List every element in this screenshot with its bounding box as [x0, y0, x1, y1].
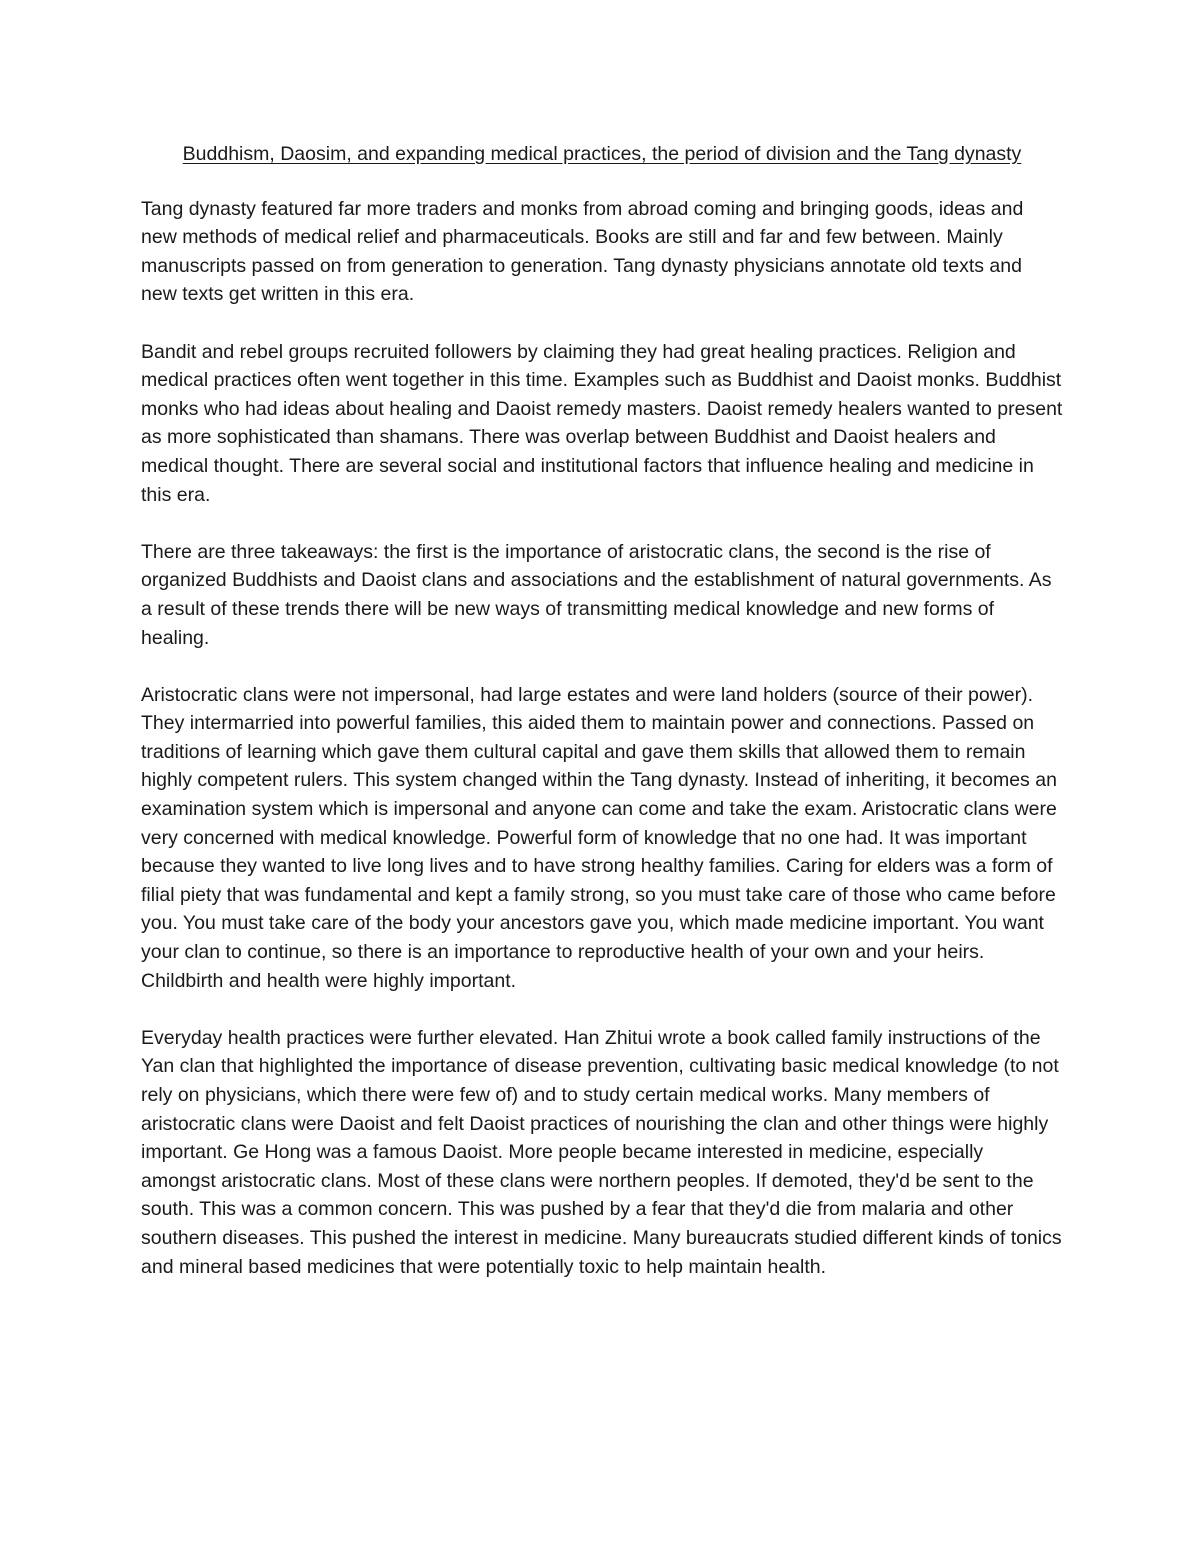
paragraph-three-takeaways: There are three takeaways: the first is the importance of aristocratic clans, the second is the rise of organized Buddhists and Daoist clans and associations and the establishment of natural governments. As a result of these trends there will be new ways of transmitting medical knowledge and new forms of healing. — [141, 540, 1052, 649]
document-title: Buddhism, Daosim, and expanding medical practices, the period of division and the Tang dynasty — [182, 143, 1022, 165]
document-body — [141, 140, 1063, 1310]
paragraph-bandit-rebel-groups: Bandit and rebel groups recruited followers by claiming they had great healing practices. Religion and medical practices often went together in this time. Examples such as Buddhist and Daoist monks. Buddhist monks who had ideas about healing and Daoist remedy masters. Daoist remedy healers wanted to present as more sophisticated than shamans. There was overlap between Buddhist and Daoist healers and medical thought. There are several social and institutional factors that influence healing and medicine in this era. — [141, 340, 1063, 506]
paragraph-everyday-health-practices: Everyday health practices were further elevated. Han Zhitui wrote a book called family instructions of the Yan clan that highlighted the importance of disease prevention, cultivating basic medical knowledge (to not rely on physicians, which there were few of) and to study certain medical works. Many members of aristocratic clans were Daoist and felt Daoist practices of nourishing the clan and other things were highly important. Ge Hong was a famous Daoist. More people became interested in medicine, especially amongst aristocratic clans. Most of these clans were northern peoples. If demoted, they'd be sent to the south. This was a common concern. This was pushed by a fear that they'd die from malaria and other southern diseases. This pushed the interest in medicine. Many bureaucrats studied different kinds of tonics and mineral based medicines that were potentially toxic to help maintain health. — [141, 1026, 1062, 1278]
paragraph-aristocratic-clans: Aristocratic clans were not impersonal, had large estates and were land holders (source of their power). They intermarried into powerful families, this aided them to maintain power and connections. Passed on traditions of learning which gave them cultural capital and gave them skills that allowed them to remain highly competent rulers. This system changed within the Tang dynasty. Instead of inheriting, it becomes an examination system which is impersonal and anyone can come and take the exam. Aristocratic clans were very concerned with medical knowledge. Powerful form of knowledge that no one had. It was important because they wanted to live long lives and to have strong healthy families. Caring for elders was a form of filial piety that was fundamental and kept a family strong, so you must take care of those who came before you. You must take care of the body your ancestors gave you, which made medicine important. You want your clan to continue, so there is an importance to reproductive health of your own and your heirs. Childbirth and health were highly important. — [141, 683, 1057, 992]
paragraph-tang-dynasty-trade: Tang dynasty featured far more traders and monks from abroad coming and bringing goods, ideas and new methods of medical relief and pharmaceuticals. Books are still and far and few between. Mainly manuscripts passed on from generation to generation. Tang dynasty physicians annotate old texts and new texts get written in this era. — [141, 197, 1024, 306]
